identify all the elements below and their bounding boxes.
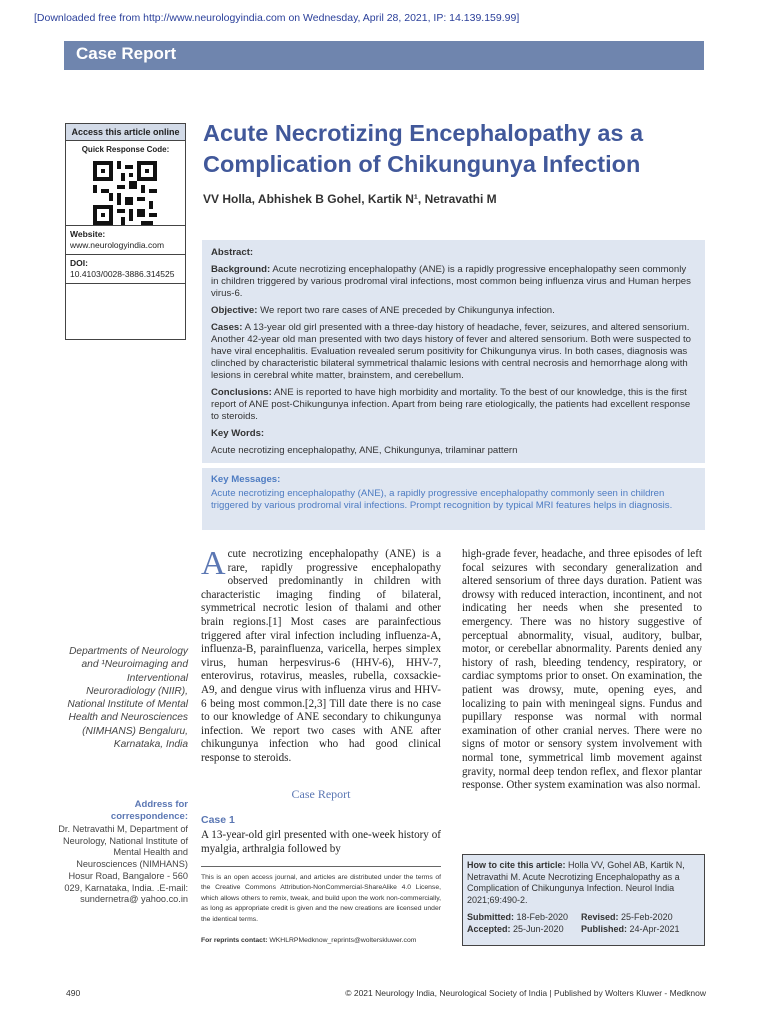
qr-section <box>66 141 185 226</box>
accepted-label: Accepted: <box>467 923 511 934</box>
abstract-heading: Abstract: <box>211 247 254 258</box>
submitted-date: 18-Feb-2020 <box>516 912 569 922</box>
doi-value[interactable]: 10.4103/0028-3886.314525 <box>70 269 175 279</box>
correspondence-heading: Address for correspondence: <box>110 799 188 822</box>
background-text: Acute necrotizing encephalopathy (ANE) is a rapidly progressive encephalopathy seen commonly in children triggered by various prodromal viral infections, most common being influenza virus and Human herpes virus-6. <box>211 264 691 299</box>
key-messages-heading: Key Messages: <box>211 474 281 485</box>
cite-label: How to cite this article: <box>467 860 566 870</box>
intro-text: cute necrotizing encephalopathy (ANE) is a rare, rapidly progressive encephalopathy observed predominantly in children with characteristic imaging finding of bilateral, symmetrical necrotic lesion of thalami and other brain regions.[1] Most cases are parainfectious triggered after viral infection including influenza-A, influenza-B, parainfluenza, varicella, herpes simplex virus, human herpesvirus-6 (HHV-6), HHV-7, enterovirus, rotavirus, measles, rubella, coxsackie-A9, and dengue virus with influenza virus and HHV-6 being most common.[2,3] Till date there is no case to our knowledge of ANE secondary to chikungunya infection. We report two cases with ANE after chikungunya infection who had good clinical response to steroids. <box>201 548 441 764</box>
intro-paragraph <box>201 545 441 766</box>
doi-label: DOI: <box>70 258 88 268</box>
abstract-box <box>202 240 705 463</box>
cases-text: A 13-year old girl presented with a three-day history of headache, fever, seizures, and altered sensorium. Another 42-year old man presented with two days history of fever and altered sensorium. Both were suspected to have viral encephalitis. Evaluation revealed serum positivity for Chikungunya virus. In both cases, diagnosis was clinched by characteristic bilateral symmetrical thalamic lesions with central necrosis and hemorrhage along with lesions in cerebral white matter, brainstem, and cerebellum. <box>211 322 691 381</box>
objective-text: We report two rare cases of ANE preceded by Chikungunya infection. <box>260 305 555 316</box>
drop-cap: A <box>201 545 226 582</box>
date-grid <box>467 912 700 935</box>
page-number: 490 <box>66 988 81 998</box>
access-box <box>65 123 186 340</box>
qr-label: Quick Response Code: <box>81 145 170 154</box>
cases-label: Cases: <box>211 322 243 333</box>
keywords-label: Key Words: <box>211 428 265 439</box>
submitted-label: Submitted: <box>467 912 514 922</box>
qr-code-icon[interactable] <box>93 161 157 225</box>
published-label: Published: <box>581 923 628 934</box>
revised-label: Revised: <box>581 912 619 922</box>
keywords-text: Acute necrotizing encephalopathy, ANE, Chikungunya, trilaminar pattern <box>211 445 518 456</box>
copyright: © 2021 Neurology India, Neurological Society of India | Published by Wolters Kluwer - Medknow <box>345 988 706 998</box>
website-label: Website: <box>70 229 106 239</box>
section-heading: Case Report <box>291 787 351 801</box>
background-label: Background: <box>211 264 271 275</box>
article-type-banner <box>64 41 704 70</box>
title-line-2: Complication of Chikungunya Infection <box>203 151 641 177</box>
conclusions-label: Conclusions: <box>211 387 272 398</box>
case1-continued-text: high-grade fever, headache, and three episodes of left focal seizures with secondary generalization and altered sensorium of three days duration. Patient was drowsy with reduced interaction, incontinent, and not indicating her needs when she presented to emergency. There was no history suggestive of perceptual abnormality, visual, auditory, bulbar, motor, or cerebellar abnormality. Parents denied any history of rash, bleeding tendency, respiratory, or cardiac symptoms prior to onset. On examination, the patient was drowsy, mute, opening eyes, and localizing to pain with meningeal signs. Fundus and pupillary response was normal with normal examination of other cranial nerves. There were no signs of motor or sensory system involvement with normal tone, symmetrical limb movement against gravity, normal deep tendon reflex, and flexor plantar response. Other system examination was also normal. <box>462 548 702 792</box>
access-heading: Access this article online <box>66 124 185 141</box>
doi-row <box>66 255 185 284</box>
conclusions-text: ANE is reported to have high morbidity and mortality. To the best of our knowledge, this is the first report of ANE post-Chikungunya infection. Apart from being rare etiologically, the patients had excellent response to steroids. <box>211 387 691 422</box>
article-title <box>203 118 703 180</box>
reprints-email[interactable]: WKHLRPMedknow_reprints@wolterskluwer.com <box>269 937 417 944</box>
case1-heading: Case 1 <box>201 814 235 826</box>
published-date: 24-Apr-2021 <box>629 923 680 934</box>
license-footnote: This is an open access journal, and articles are distributed under the terms of the Creative Commons Attribution-NonCommercial-ShareAlike 4.0 License, which allows others to remix, tweak, and build upon the work non-commercially, as long as appropriate credit is given and the new creations are licensed under the identical terms. <box>201 874 441 923</box>
objective-label: Objective: <box>211 305 258 316</box>
case1-text: A 13-year-old girl presented with one-week history of myalgia, arthralgia followed by <box>201 829 441 855</box>
reprints-label: For reprints contact: <box>201 937 268 944</box>
citation-box <box>462 854 705 946</box>
affiliation: Departments of Neurology and ¹Neuroimaging and Interventional Neuroradiology (NIIR), National Institute of Mental Health and Neurosciences (NIMHANS) Bengaluru, Karnataka, India <box>67 646 188 751</box>
banner-label: Case Report <box>76 44 177 63</box>
reprints-contact <box>201 937 451 944</box>
title-line-1: Acute Necrotizing Encephalopathy as a <box>203 120 644 146</box>
website-link[interactable]: www.neurologyindia.com <box>70 240 165 250</box>
revised-date: 25-Feb-2020 <box>621 912 673 922</box>
download-note: [Downloaded free from http://www.neurologyindia.com on Wednesday, April 28, 2021, IP: 14.139.159.99] <box>34 12 520 24</box>
correspondence-address: Dr. Netravathi M, Department of Neurology, National Institute of Mental Health and Neurosciences (NIMHANS) Hosur Road, Bangalore - 560 029, Karnataka, India. .E-mail: sundernetra@ yahoo.co.in <box>58 824 188 905</box>
author-list: VV Holla, Abhishek B Gohel, Kartik N¹, Netravathi M <box>203 192 497 206</box>
website-row <box>66 226 185 255</box>
footnote-divider <box>201 866 441 867</box>
cite-text: Holla VV, Gohel AB, Kartik N, Netravathi M. Acute Necrotizing Encephalopathy as a Complication of Chikungunya Infection. Neurol India 2021;69:490-2. <box>467 860 685 905</box>
accepted-date: 25-Jun-2020 <box>513 923 564 934</box>
key-messages-box <box>202 468 705 530</box>
key-messages-text: Acute necrotizing encephalopathy (ANE), a rapidly progressive encephalopathy commonly seen in children triggered by various prodromal viral infections. Prompt recognition by typical MRI features helps in diagnosis. <box>211 488 673 511</box>
